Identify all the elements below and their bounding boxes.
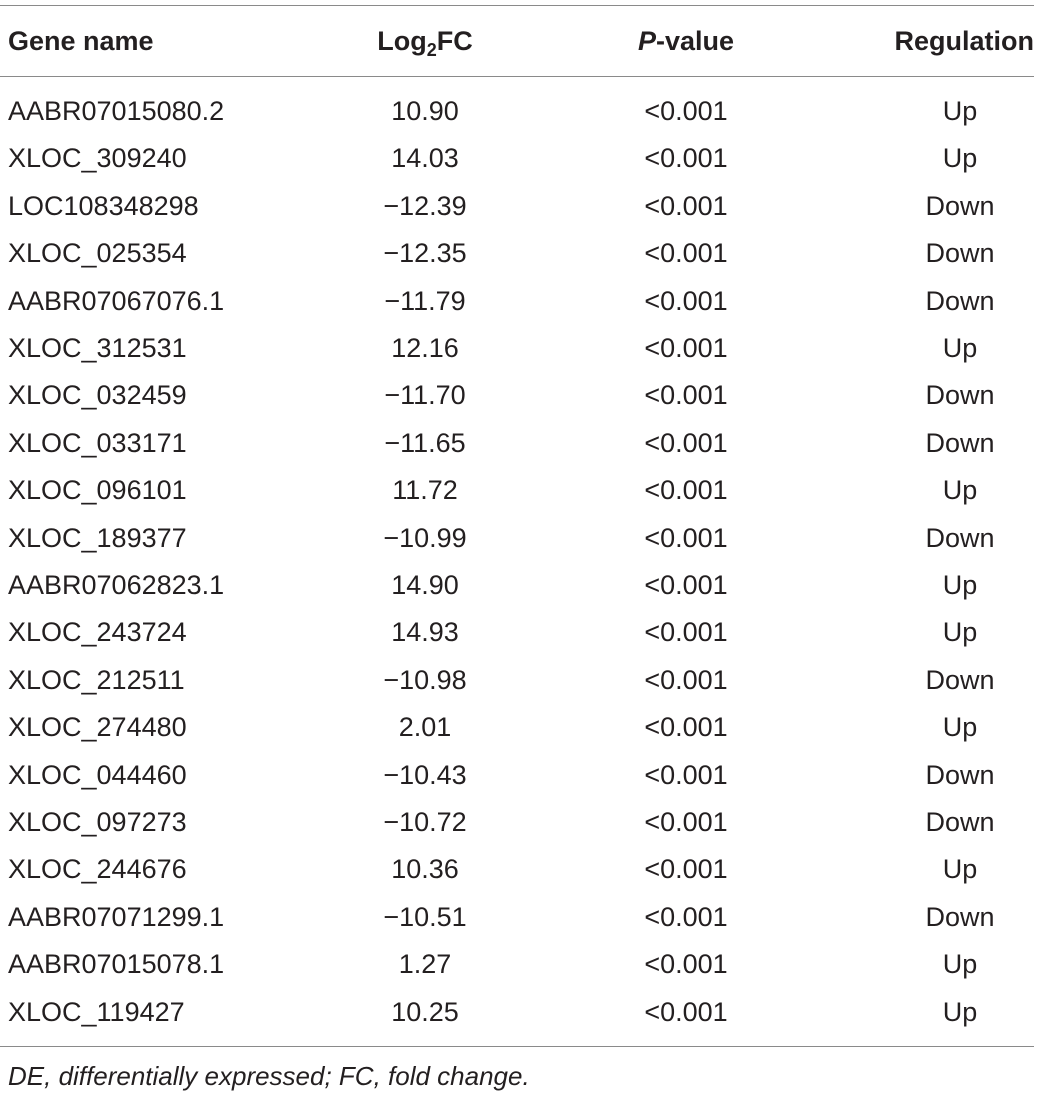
pvalue-cell: <0.001 <box>644 901 728 932</box>
regulation-cell: Down <box>925 238 995 269</box>
table-row <box>0 609 1040 656</box>
regulation-cell: Down <box>925 190 995 221</box>
table-row <box>0 135 1040 182</box>
regulation-cell: Down <box>925 522 995 553</box>
log2fc-cell: 14.03 <box>391 143 459 174</box>
log2fc-cell: 11.72 <box>392 475 458 506</box>
log2fc-cell: −10.51 <box>383 901 467 932</box>
gene-cell: AABR07015078.1 <box>8 949 225 980</box>
gene-cell: AABR07015080.2 <box>8 96 225 126</box>
table-header-rule <box>0 76 1034 77</box>
pvalue-cell: <0.001 <box>644 333 728 363</box>
pvalue-cell: <0.001 <box>644 949 728 980</box>
pvalue-cell: <0.001 <box>644 427 728 458</box>
table-row <box>0 657 1040 704</box>
header-log2fc-suffix: FC <box>436 26 473 56</box>
regulation-cell: Down <box>925 664 995 695</box>
header-log2fc-prefix: Log <box>377 26 427 56</box>
pvalue-cell: <0.001 <box>644 143 728 174</box>
log2fc-cell: −10.43 <box>383 759 467 790</box>
pvalue-cell: <0.001 <box>644 380 728 411</box>
log2fc-cell: −10.72 <box>383 807 467 837</box>
gene-cell: XLOC_025354 <box>8 238 187 269</box>
log2fc-cell: 14.90 <box>391 570 459 600</box>
regulation-cell: Up <box>942 333 978 363</box>
gene-cell: XLOC_212511 <box>8 664 185 695</box>
log2fc-cell: −12.39 <box>383 190 467 221</box>
pvalue-cell: <0.001 <box>644 190 728 221</box>
table-row <box>0 752 1040 799</box>
regulation-cell: Up <box>942 996 978 1027</box>
table-row <box>0 799 1040 846</box>
regulation-cell: Up <box>942 143 978 174</box>
regulation-cell: Up <box>942 475 978 506</box>
table-row <box>0 515 1040 562</box>
header-pvalue-italic: P <box>637 26 656 56</box>
log2fc-cell: 10.90 <box>391 96 459 126</box>
table-row <box>0 894 1040 941</box>
log2fc-cell: 14.93 <box>391 617 459 648</box>
regulation-cell: Down <box>925 427 995 458</box>
gene-cell: XLOC_309240 <box>8 143 187 174</box>
table-row <box>0 467 1040 514</box>
regulation-cell: Up <box>942 949 978 980</box>
table-top-rule <box>0 5 1034 6</box>
log2fc-cell: 10.36 <box>391 854 459 885</box>
gene-cell: XLOC_243724 <box>8 617 187 648</box>
log2fc-cell: −11.65 <box>384 427 466 458</box>
pvalue-cell: <0.001 <box>644 664 728 695</box>
table-row <box>0 420 1040 467</box>
table-row <box>0 278 1040 325</box>
pvalue-cell: <0.001 <box>644 238 728 269</box>
regulation-cell: Down <box>925 285 995 316</box>
pvalue-cell: <0.001 <box>644 475 728 506</box>
pvalue-cell: <0.001 <box>644 522 728 553</box>
pvalue-cell: <0.001 <box>644 807 728 837</box>
pvalue-cell: <0.001 <box>644 570 728 600</box>
log2fc-cell: −12.35 <box>383 238 467 269</box>
regulation-cell: Down <box>925 901 995 932</box>
pvalue-cell: <0.001 <box>644 854 728 885</box>
header-regulation: Regulation <box>894 26 1034 56</box>
regulation-cell: Down <box>925 380 995 411</box>
gene-cell: XLOC_096101 <box>8 475 187 506</box>
gene-cell: XLOC_097273 <box>8 807 187 837</box>
regulation-cell: Up <box>942 617 978 648</box>
table-row <box>0 704 1040 751</box>
log2fc-cell: −10.98 <box>383 664 467 695</box>
header-pvalue-rest: -value <box>655 26 735 56</box>
header-gene-name: Gene name <box>8 26 154 56</box>
gene-cell: XLOC_244676 <box>8 854 187 885</box>
table-row <box>0 325 1040 372</box>
log2fc-cell: −11.79 <box>384 285 466 316</box>
gene-cell: XLOC_033171 <box>8 427 187 458</box>
table-header-row <box>0 18 1040 64</box>
table-bottom-rule <box>0 1046 1034 1047</box>
table-row <box>0 88 1040 135</box>
table-row <box>0 989 1040 1036</box>
table-row <box>0 562 1040 609</box>
table-row <box>0 230 1040 277</box>
log2fc-cell: 2.01 <box>398 712 452 743</box>
pvalue-cell: <0.001 <box>644 285 728 316</box>
pvalue-cell: <0.001 <box>644 759 728 790</box>
gene-cell: XLOC_119427 <box>8 996 185 1027</box>
regulation-cell: Down <box>925 759 995 790</box>
gene-cell: XLOC_312531 <box>8 333 187 363</box>
log2fc-cell: 12.16 <box>391 333 459 363</box>
regulation-cell: Down <box>925 807 995 837</box>
pvalue-cell: <0.001 <box>644 996 728 1027</box>
log2fc-cell: −11.70 <box>384 380 466 411</box>
gene-cell: XLOC_044460 <box>8 759 187 790</box>
gene-cell: XLOC_274480 <box>8 712 187 743</box>
regulation-cell: Up <box>942 96 978 126</box>
gene-cell: LOC108348298 <box>8 190 199 221</box>
gene-cell: AABR07062823.1 <box>8 570 225 600</box>
gene-cell: AABR07071299.1 <box>8 901 225 932</box>
regulation-cell: Up <box>942 854 978 885</box>
header-log2fc-subscript: 2 <box>426 40 437 60</box>
header-pvalue <box>606 18 766 64</box>
header-log2fc <box>345 18 505 64</box>
table-row <box>0 183 1040 230</box>
pvalue-cell: <0.001 <box>644 96 728 126</box>
log2fc-cell: −10.99 <box>383 522 467 553</box>
gene-cell: AABR07067076.1 <box>8 285 225 316</box>
pvalue-cell: <0.001 <box>644 617 728 648</box>
log2fc-cell: 1.27 <box>398 949 452 980</box>
table-row <box>0 846 1040 893</box>
regulation-cell: Up <box>942 712 978 743</box>
pvalue-cell: <0.001 <box>644 712 728 743</box>
table-row <box>0 941 1040 988</box>
gene-cell: XLOC_189377 <box>8 522 187 553</box>
gene-cell: XLOC_032459 <box>8 380 187 411</box>
log2fc-cell: 10.25 <box>391 996 459 1027</box>
table-footnote: DE, differentially expressed; FC, fold change. <box>8 1061 530 1091</box>
table-row <box>0 372 1040 419</box>
regulation-cell: Up <box>942 570 978 600</box>
